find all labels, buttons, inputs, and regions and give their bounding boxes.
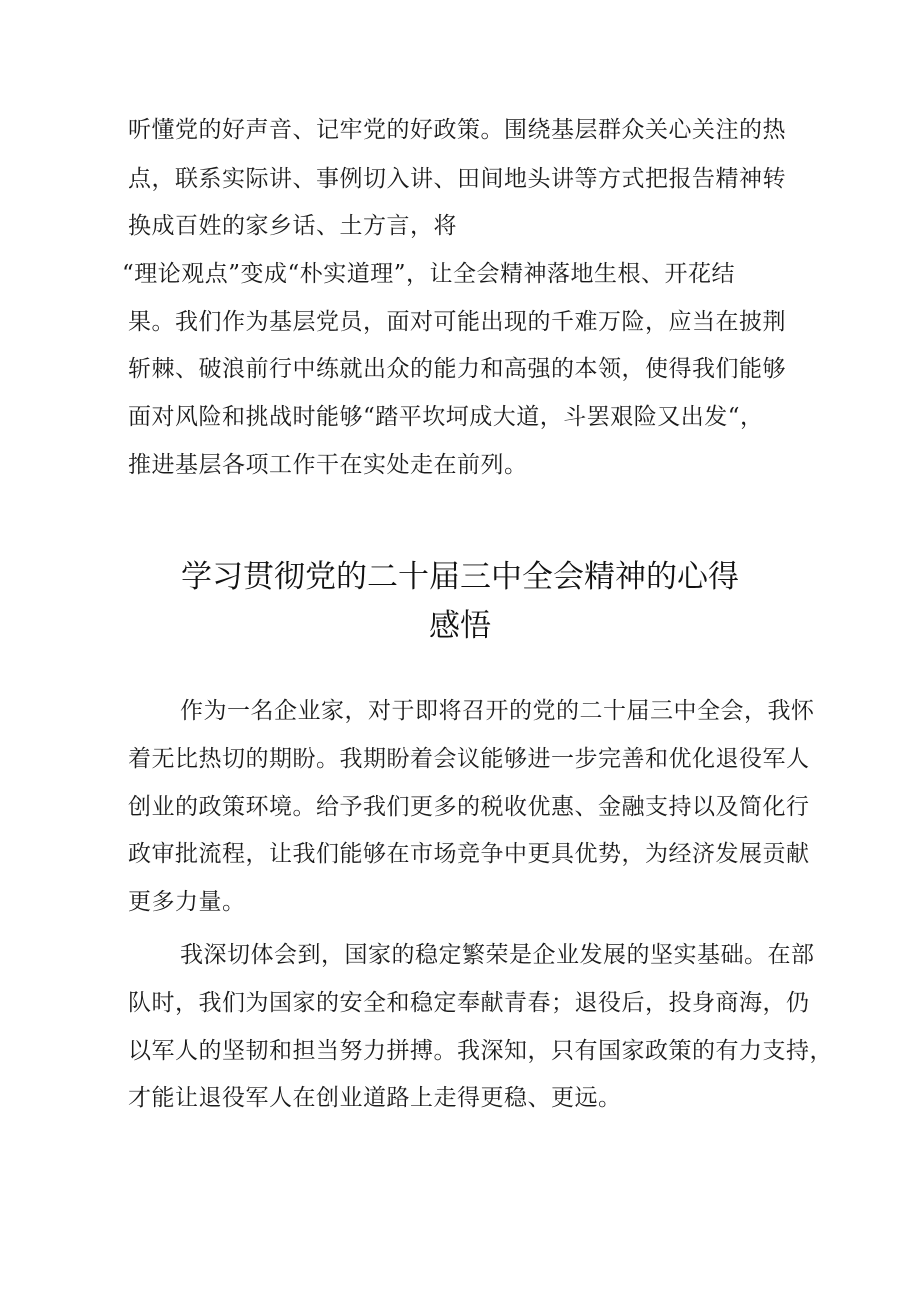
text-line: 更多力量。: [128, 889, 246, 915]
text-line: 果。我们作为基层党员，面对可能出现的千难万险，应当在披荆: [128, 309, 786, 335]
text-line: 队时，我们为国家的安全和稳定奉献青春；退役后，投身商海，仍: [128, 990, 810, 1016]
title-line: 学习贯彻党的二十届三中全会精神的心得: [181, 559, 739, 595]
text-line: 推进基层各项工作干在实处走在前列。: [128, 452, 528, 478]
text-line: 面对风险和挑战时能够“踏平坎坷成大道，斗罢艰险又出发“，: [128, 404, 764, 430]
title-line: 感悟: [429, 608, 491, 644]
text-line: 我深切体会到，国家的稳定繁荣是企业发展的坚实基础。在部: [180, 942, 815, 968]
text-line: 着无比热切的期盼。我期盼着会议能够进一步完善和优化退役军人: [128, 746, 810, 772]
text-line: 作为一名企业家，对于即将召开的党的二十届三中全会，我怀: [180, 698, 815, 724]
text-line: 创业的政策环境。给予我们更多的税收优惠、金融支持以及简化行: [128, 794, 810, 820]
text-line: 斩棘、破浪前行中练就出众的能力和高强的本领，使得我们能够: [128, 356, 786, 382]
text-line: 听懂党的好声音、记牢党的好政策。围绕基层群众关心关注的热: [128, 117, 786, 143]
text-line: 点，联系实际讲、事例切入讲、田间地头讲等方式把报告精神转: [128, 166, 786, 192]
text-line: 以军人的坚韧和担当努力拼搏。我深知，只有国家政策的有力支持，: [128, 1038, 833, 1064]
text-line: 换成百姓的家乡话、土方言，将: [128, 213, 457, 239]
text-line: “理论观点”变成“朴实道理”，让全会精神落地生根、开花结: [122, 261, 736, 287]
text-line: 才能让退役军人在创业道路上走得更稳、更远。: [128, 1085, 622, 1111]
text-line: 政审批流程，让我们能够在市场竞争中更具优势，为经济发展贡献: [128, 841, 810, 867]
